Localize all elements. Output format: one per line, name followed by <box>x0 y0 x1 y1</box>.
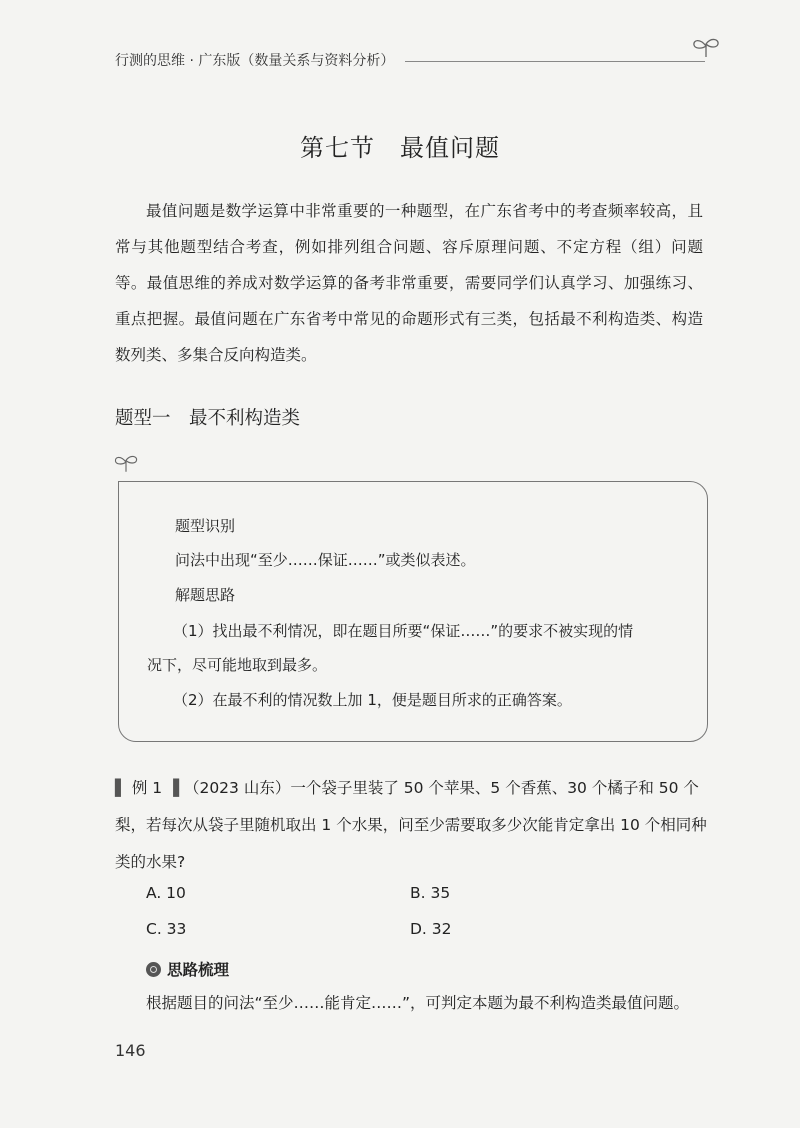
option-b: B. 35 <box>410 884 451 902</box>
option-c: C. 33 <box>146 920 187 938</box>
example-question <box>115 770 715 881</box>
example-marker-open: ▌ <box>115 779 127 797</box>
type-heading: 题型一 最不利构造类 <box>115 408 301 429</box>
example-text: （2023 山东）一个袋子里装了 50 个苹果、5 个香蕉、30 个橘子和 50 个梨，若每次从袋子里随机取出 1 个水果，问至少需要取多少次能肯定拿出 10 个相同种类的水果? <box>115 779 707 871</box>
running-header-title: 行测的思维 · 广东版（数量关系与资料分析） <box>115 53 395 69</box>
sprout-icon <box>690 36 722 58</box>
analysis-icon <box>146 962 161 977</box>
section-intro: 最值问题是数学运算中非常重要的一种题型，在广东省考中的考查频率较高，且常与其他题型结合考查，例如排列组合问题、容斥原理问题、不定方程（组）问题等。最值思维的养成对数学运算的备考非常重要，需要同学们认真学习、加强练习、重点把握。最值问题在广东省考中常见的命题形式有三类，包括最不利构造类、构造数列类、多集合反向构造类。 <box>115 202 703 364</box>
tip-label-identify: 题型识别 <box>175 517 236 535</box>
analysis-label: 思路梳理 <box>167 961 230 979</box>
tip-step1-line1: （1）找出最不利情况，即在题目所要“保证……”的要求不被实现的情 <box>173 622 634 640</box>
example-marker-close: ▐ <box>167 779 180 797</box>
tip-identify-text: 问法中出现“至少……保证……”或类似表述。 <box>175 551 476 569</box>
sprout-icon <box>112 453 140 473</box>
analysis-text: 根据题目的问法“至少……能肯定……”，可判定本题为最不利构造类最值问题。 <box>146 994 690 1012</box>
analysis-heading <box>146 958 229 980</box>
example-label: 例 1 <box>131 779 163 797</box>
running-header <box>115 44 715 72</box>
page-number: 146 <box>115 1041 146 1060</box>
option-d: D. 32 <box>410 920 452 938</box>
option-a: A. 10 <box>146 884 186 902</box>
tip-label-approach: 解题思路 <box>175 586 236 604</box>
tip-step1-line2: 况下，尽可能地取到最多。 <box>147 656 328 674</box>
header-rule <box>405 61 705 62</box>
section-title: 第七节 最值问题 <box>300 134 500 162</box>
tip-box <box>118 481 708 742</box>
tip-step2: （2）在最不利的情况数上加 1，便是题目所求的正确答案。 <box>173 691 572 709</box>
